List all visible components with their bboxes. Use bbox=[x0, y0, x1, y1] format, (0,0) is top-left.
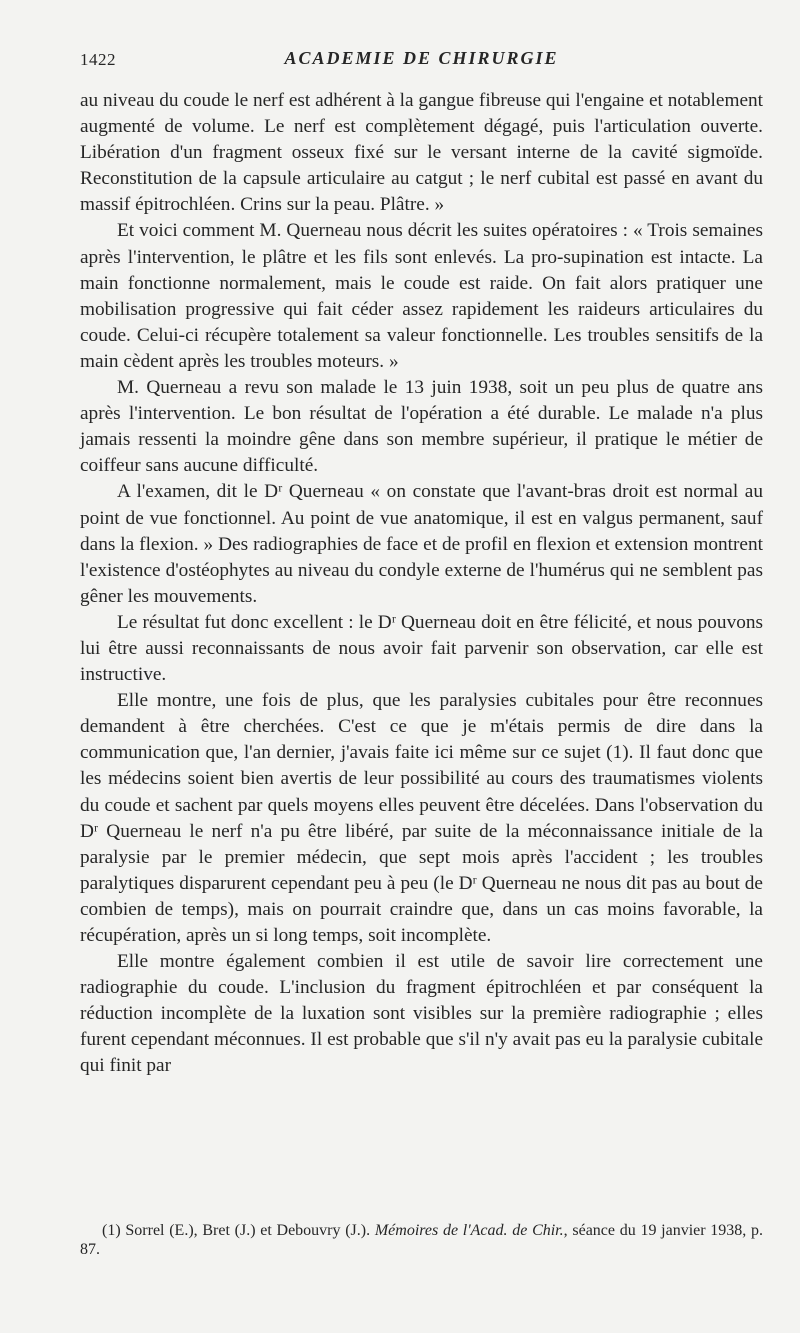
running-title: ACADEMIE DE CHIRURGIE bbox=[284, 48, 559, 68]
paragraph-2: Et voici comment M. Querneau nous décrit les suites opératoires : « Trois semaines après l'intervention, le plâtre et les fils sont enlevés. La pro-supination est intacte. La main fonctionne normalement, mais le coude est raide. On fait alors pratiquer une mobilisation progressive qui fait céder assez rapidement les raideurs articulaires du coude. Celui-ci récupère totalement sa valeur fonctionnelle. Les troubles sensitifs de la main cèdent après les troubles moteurs. » bbox=[80, 220, 763, 372]
paragraph-6: Elle montre, une fois de plus, que les paralysies cubitales pour être reconnues demandent à être cherchées. C'est ce que je m'étais permis de dire dans la communication que, l'an dernier, j'avais faite ici même sur ce sujet (1). Il faut donc que les médecins soient bien avertis de leur possibilité au cours des traumatismes violents du coude et sachent par quels moyens elles peuvent être décelées. Dans l'observation du Dʳ Querneau le nerf n'a pu être libéré, par suite de la méconnaissance initiale de la paralysie par le premier médecin, que sept mois après l'accident ; les troubles paralytiques disparurent cependant peu à peu (le Dʳ Querneau ne nous dit pas au bout de combien de temps), mais on pourrait craindre que, dans un cas moins favorable, la récupération, après un si long temps, soit incomplète. bbox=[80, 690, 763, 946]
paragraph-5: Le résultat fut donc excellent : le Dʳ Querneau doit en être félicité, et nous pouvons lui être aussi reconnaissants de nous avoir fait parvenir son observation, car elle est instructive. bbox=[80, 611, 763, 686]
body-text bbox=[80, 88, 763, 1080]
footnote-marker: (1) bbox=[102, 1222, 121, 1239]
paragraph-7: Elle montre également combien il est utile de savoir lire correctement une radiographie du coude. L'inclusion du fragment épitrochléen et par conséquent la réduction incomplète de la luxation sont visibles sur la première radiographie ; elles furent cependant méconnues. Il est probable que s'il n'y avait pas eu la paralysie cubitale qui finit par bbox=[80, 951, 763, 1077]
footnote-journal: Mémoires de l'Acad. de Chir. bbox=[374, 1222, 564, 1239]
page-number: 1422 bbox=[80, 50, 116, 69]
footnote bbox=[80, 1221, 763, 1259]
paragraph-1: au niveau du coude le nerf est adhérent à la gangue fibreuse qui l'engaine et notablement augmenté de volume. Le nerf est complètement dégagé, puis l'articulation ouverte. Libération d'un fragment osseux fixé sur le versant interne de la cavité sigmoïde. Reconstitution de la capsule articulaire au catgut ; le nerf cubital est passé en avant du massif épitrochléen. Crins sur la peau. Plâtre. » bbox=[80, 90, 763, 216]
paragraph-4: A l'examen, dit le Dʳ Querneau « on constate que l'avant-bras droit est normal au point de vue fonctionnel. Au point de vue anatomique, il est en valgus permanent, sauf dans la flexion. » Des radiographies de face et de profil en flexion et extension montrent l'existence d'ostéophytes au niveau du condyle externe de l'humérus qui ne semblent pas gêner les mouvements. bbox=[80, 481, 763, 607]
footnote-details: , séance du 19 janvier 1938, p. 87. bbox=[80, 1222, 764, 1258]
footnote-authors: Sorrel (E.), Bret (J.) et Debouvry (J.). bbox=[125, 1222, 371, 1239]
paragraph-3: M. Querneau a revu son malade le 13 juin 1938, soit un peu plus de quatre ans après l'intervention. Le bon résultat de l'opération a été durable. Le malade n'a plus jamais ressenti la moindre gêne dans son membre supérieur, il pratique le métier de coiffeur sans aucune difficulté. bbox=[80, 377, 763, 477]
page-header bbox=[80, 44, 763, 74]
